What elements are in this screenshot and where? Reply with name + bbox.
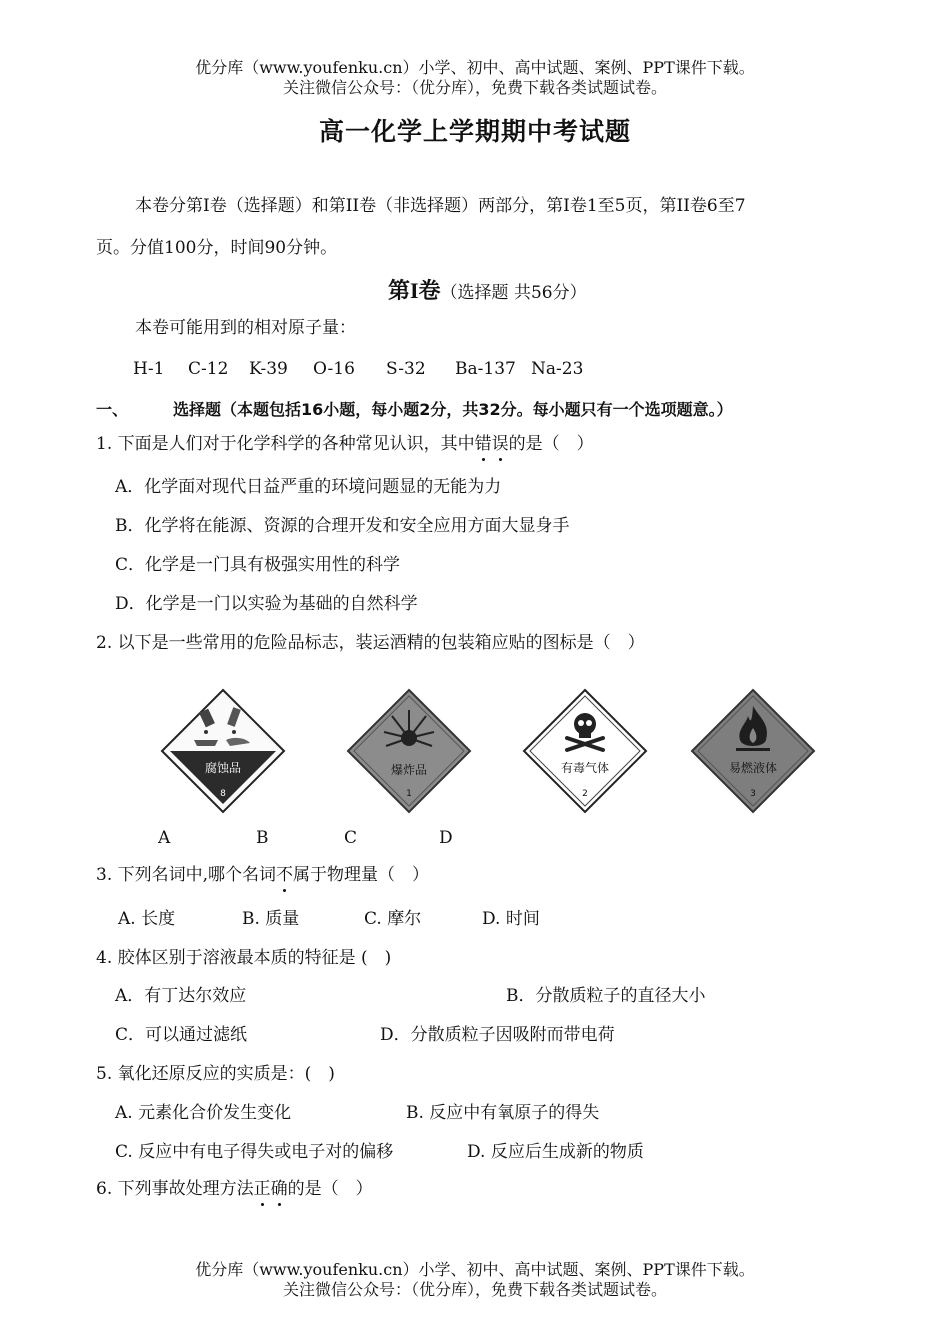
sign-d-number: 3 bbox=[750, 789, 756, 799]
q1-stem-post: 的是（ ） bbox=[508, 434, 594, 454]
q3-option-b: B. 质量 bbox=[242, 909, 300, 929]
question-6-stem bbox=[96, 1178, 373, 1200]
atomic-mass-item: S-32 bbox=[386, 359, 426, 379]
part-number: 一、 bbox=[96, 400, 129, 419]
sign-b-number: 1 bbox=[406, 789, 412, 799]
flammable-liquid-sign-icon bbox=[690, 688, 816, 814]
q3-stem-pre: 3. 下列名词中,哪个名词 bbox=[96, 865, 277, 885]
header-line-1: 优分库（www.youfenku.cn）小学、初中、高中试题、案例、PPT课件下载。 bbox=[195, 58, 755, 77]
atomic-mass-label: 本卷可能用到的相对原子量： bbox=[135, 318, 356, 338]
footer-line-1: 优分库（www.youfenku.cn）小学、初中、高中试题、案例、PPT课件下载。 bbox=[195, 1260, 755, 1279]
sign-d-label: 易燃液体 bbox=[728, 761, 778, 775]
q6-stem-pre: 6. 下列事故处理方法 bbox=[96, 1179, 254, 1199]
q1-option-d: D．化学是一门以实验为基础的自然科学 bbox=[115, 594, 418, 614]
part-title: 选择题（本题包括16小题，每小题2分，共32分。每小题只有一个选项题意。） bbox=[173, 400, 733, 419]
page-title: 高一化学上学期期中考试题 bbox=[318, 117, 631, 146]
intro-line-2: 页。分值100分，时间90分钟。 bbox=[96, 238, 338, 258]
section-subtitle: （选择题 共56分） bbox=[440, 283, 587, 303]
atomic-mass-item: Na-23 bbox=[531, 359, 584, 379]
q1-emphasis-2: 误 bbox=[491, 434, 509, 454]
q3-option-a: A. 长度 bbox=[118, 909, 176, 929]
sign-b-label: 爆炸品 bbox=[390, 763, 428, 777]
q3-emphasis: 不 bbox=[276, 865, 294, 885]
q5-option-d: D. 反应后生成新的物质 bbox=[467, 1142, 644, 1162]
toxic-gas-sign-icon bbox=[522, 688, 648, 814]
q6-emphasis-2: 确 bbox=[270, 1179, 288, 1199]
q1-stem-pre: 1. 下面是人们对于化学科学的各种常见认识，其中 bbox=[96, 434, 475, 454]
atomic-mass-item: K-39 bbox=[249, 359, 288, 379]
sign-letter-a: A bbox=[158, 828, 171, 848]
footer-line-2: 关注微信公众号：（优分库），免费下载各类试题试卷。 bbox=[282, 1280, 667, 1299]
q5-option-b: B. 反应中有氧原子的得失 bbox=[406, 1103, 600, 1123]
sign-c-label: 有毒气体 bbox=[560, 761, 610, 775]
atomic-mass-item: O-16 bbox=[313, 359, 355, 379]
header-line-2: 关注微信公众号：（优分库），免费下载各类试题试卷。 bbox=[282, 78, 667, 97]
q6-stem-post: 的是（ ） bbox=[287, 1179, 373, 1199]
question-5-stem: 5. 氧化还原反应的实质是：( ) bbox=[96, 1064, 335, 1084]
sign-a-number: 8 bbox=[220, 789, 226, 799]
question-2-stem: 2. 以下是一些常用的危险品标志，装运酒精的包装箱应贴的图标是（ ） bbox=[96, 633, 645, 653]
section-heading bbox=[388, 274, 587, 305]
q1-option-a: A．化学面对现代日益严重的环境问题显的无能为力 bbox=[115, 477, 502, 497]
q4-option-d: D．分散质粒子因吸附而带电荷 bbox=[380, 1025, 615, 1045]
sign-a-label: 腐蚀品 bbox=[204, 761, 242, 775]
sign-letter-b: B bbox=[256, 828, 269, 848]
section-title: 第I卷 bbox=[388, 278, 441, 303]
sign-c-number: 2 bbox=[582, 789, 588, 799]
atomic-mass-item: Ba-137 bbox=[455, 359, 516, 379]
intro-line-1: 本卷分第I卷（选择题）和第II卷（非选择题）两部分，第I卷1至5页，第II卷6至7 bbox=[135, 196, 746, 216]
q1-option-c: C．化学是一门具有极强实用性的科学 bbox=[115, 555, 401, 575]
q3-option-d: D. 时间 bbox=[482, 909, 540, 929]
question-4-stem: 4. 胶体区别于溶液最本质的特征是 ( ) bbox=[96, 948, 392, 968]
corrosive-sign-icon bbox=[160, 688, 286, 814]
sign-letter-c: C bbox=[344, 828, 358, 848]
question-1-stem bbox=[96, 433, 594, 455]
q1-option-b: B．化学将在能源、资源的合理开发和安全应用方面大显身手 bbox=[115, 516, 570, 536]
q4-option-c: C．可以通过滤纸 bbox=[115, 1025, 248, 1045]
sign-letter-d: D bbox=[439, 828, 453, 848]
q4-option-b: B．分散质粒子的直径大小 bbox=[506, 986, 706, 1006]
q6-emphasis-1: 正 bbox=[253, 1179, 271, 1199]
q1-emphasis-1: 错 bbox=[474, 434, 492, 454]
question-3-stem bbox=[96, 864, 429, 886]
q5-option-c: C. 反应中有电子得失或电子对的偏移 bbox=[115, 1142, 394, 1162]
atomic-mass-item: C-12 bbox=[188, 359, 229, 379]
q3-option-c: C. 摩尔 bbox=[364, 909, 422, 929]
q5-option-a: A. 元素化合价发生变化 bbox=[115, 1103, 292, 1123]
atomic-mass-item: H-1 bbox=[133, 359, 165, 379]
explosive-sign-icon bbox=[346, 688, 472, 814]
q3-stem-post: 属于物理量（ ） bbox=[293, 865, 430, 885]
q4-option-a: A．有丁达尔效应 bbox=[115, 986, 247, 1006]
